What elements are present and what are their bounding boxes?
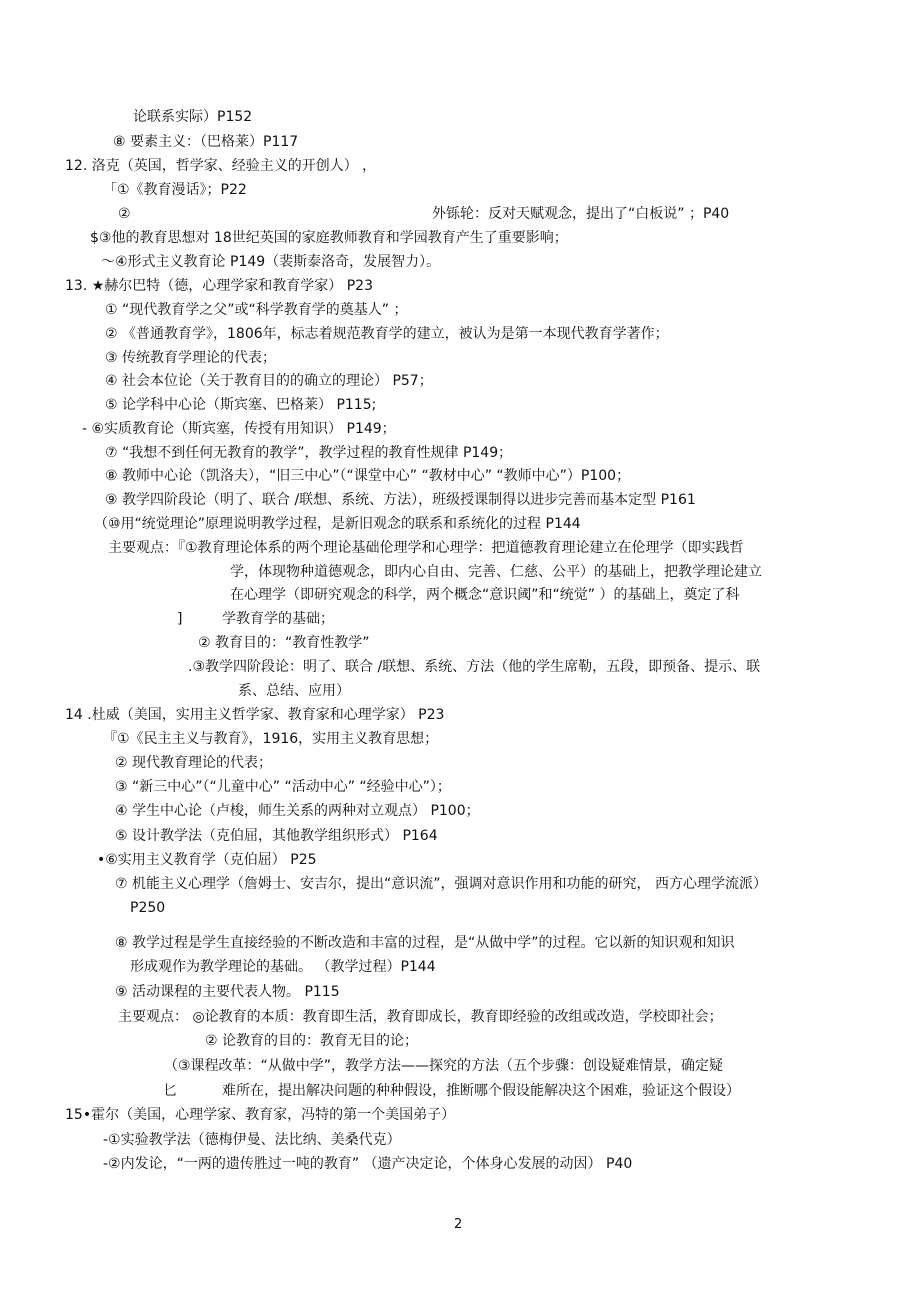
text-line: ⑦ “我想不到任何无教育的教学”，教学过程的教育性规律 P149；	[105, 445, 513, 461]
text-line: 学教育学的基础；	[222, 611, 334, 627]
text-line: ⑤ 设计教学法（克伯屈，其他教学组织形式） P164	[115, 828, 438, 844]
text-line: 学，体现物种道德观念，即内心自由、完善、仁慈、公平）的基础上，把教学理论建立	[230, 564, 762, 580]
text-line: ② 《普通教育学》，1806年，标志着规范教育学的建立，被认为是第一本现代教育学著作；	[105, 326, 669, 342]
text-line: ② 现代教育理论的代表；	[115, 755, 273, 771]
text-line: ③ “新三中心”（“儿童中心” “活动中心” “经验中心”）；	[115, 779, 451, 795]
text-line: ③ 传统教育学理论的代表；	[105, 350, 277, 366]
text-line: ⑨ 活动课程的主要代表人物。 P115	[115, 984, 340, 1000]
text-line: -②内发论，“一两的遗传胜过一吨的教育” （遗产决定论，个体身心发展的动因） P40	[103, 1156, 633, 1172]
text-line: 主要观点： ◎论教育的本质：教育即生活，教育即成长，教育即经验的改组或改造，学校即社会；	[118, 1009, 723, 1025]
text-line: ⑨ 教学四阶段论（明了、联合 /联想、系统、方法），班级授课制得以进步完善而基本定型 P161	[105, 492, 696, 508]
text-line: 系、总结、应用）	[238, 683, 350, 699]
text-line: 匕	[163, 1083, 177, 1099]
text-line: 15•霍尔（美国，心理学家、教育家，冯特的第一个美国弟子）	[65, 1107, 456, 1123]
text-line: P250	[130, 900, 166, 916]
text-line: - ⑥实质教育论（斯宾塞，传授有用知识） P149；	[82, 421, 396, 437]
text-line: ② 论教育的目的：教育无目的论；	[205, 1033, 419, 1049]
text-line: 论联系实际）P152	[133, 109, 253, 125]
text-line: 形成观作为教学理论的基础。 （教学过程）P144	[130, 959, 436, 975]
text-line: ② 教育目的：“教育性教学”	[198, 635, 370, 651]
text-line: 14 .杜威（美国，实用主义哲学家、教育家和心理学家） P23	[65, 707, 445, 723]
page-number: 2	[454, 1217, 463, 1232]
text-line: $③他的教育思想对 18世纪英国的家庭教师教育和学园教育产生了重要影响；	[90, 230, 568, 246]
text-line: 难所在，提出解决问题的种种假设，推断哪个假设能解决这个困难，验证这个假设）	[222, 1083, 740, 1099]
text-line: ]	[177, 611, 183, 627]
text-line: ②	[118, 206, 131, 222]
text-line: ⑦ 机能主义心理学（詹姆士、安吉尔，提出“意识流”，强调对意识作用和功能的研究， 西方心理学流派）	[115, 876, 767, 892]
text-line: ～④形式主义教育论 P149（裴斯泰洛奇，发展智力）。	[101, 254, 441, 270]
text-line: 在心理学（即研究观念的科学，两个概念“意识阈”和“统觉” ）的基础上，奠定了科	[230, 587, 740, 603]
text-line: ① “现代教育学之父”或“科学教育学的奠基人” ；	[105, 302, 408, 318]
text-line: •⑥实用主义教育学（克伯屈） P25	[97, 852, 317, 868]
text-line: -①实验教学法（德梅伊曼、法比纳、美桑代克）	[103, 1132, 401, 1148]
text-line: （⑩用“统觉理论”原理说明教学过程，是新旧观念的联系和系统化的过程 P144	[94, 516, 581, 532]
text-line: ④ 学生中心论（卢梭，师生关系的两种对立观点） P100；	[115, 803, 480, 819]
text-line: ④ 社会本位论（关于教育目的的确立的理论） P57；	[105, 373, 433, 389]
text-line: 『①《民主主义与教育》，1916，实用主义教育思想；	[103, 731, 439, 747]
text-line: ⑧ 教学过程是学生直接经验的不断改造和丰富的过程，是“从做中学”的过程。它以新的知识观和知识	[115, 935, 735, 951]
text-line: 主要观点：『①教育理论体系的两个理论基础伦理学和心理学：把道德教育理论建立在伦理学（即实践哲	[108, 540, 744, 556]
text-line: ⑧ 教师中心论（凯洛夫），“旧三中心”（“课堂中心” “教材中心” “教师中心”）P100；	[105, 468, 631, 484]
text-line: 13. ★赫尔巴特（德，心理学家和教育学家） P23	[65, 278, 373, 294]
text-line: .③教学四阶段论：明了、联合 /联想、系统、方法（他的学生席勒，五段，即预备、提示、联	[188, 659, 761, 675]
text-line: （③课程改革：“从做中学”，教学方法——探究的方法（五个步骤：创设疑难情景，确定疑	[164, 1058, 724, 1074]
text-line: 「①《教育漫话》；P22	[103, 182, 247, 198]
text-line: ⑤ 论学科中心论（斯宾塞、巴格莱） P115;	[105, 397, 377, 413]
text-line: 12. 洛克（英国，哲学家、经验主义的开创人） ，	[65, 158, 377, 174]
text-line: ⑧ 要素主义：（巴格莱）P117	[113, 134, 299, 150]
text-line: 外铄轮：反对天赋观念，提出了“白板说” ；P40	[432, 206, 730, 222]
